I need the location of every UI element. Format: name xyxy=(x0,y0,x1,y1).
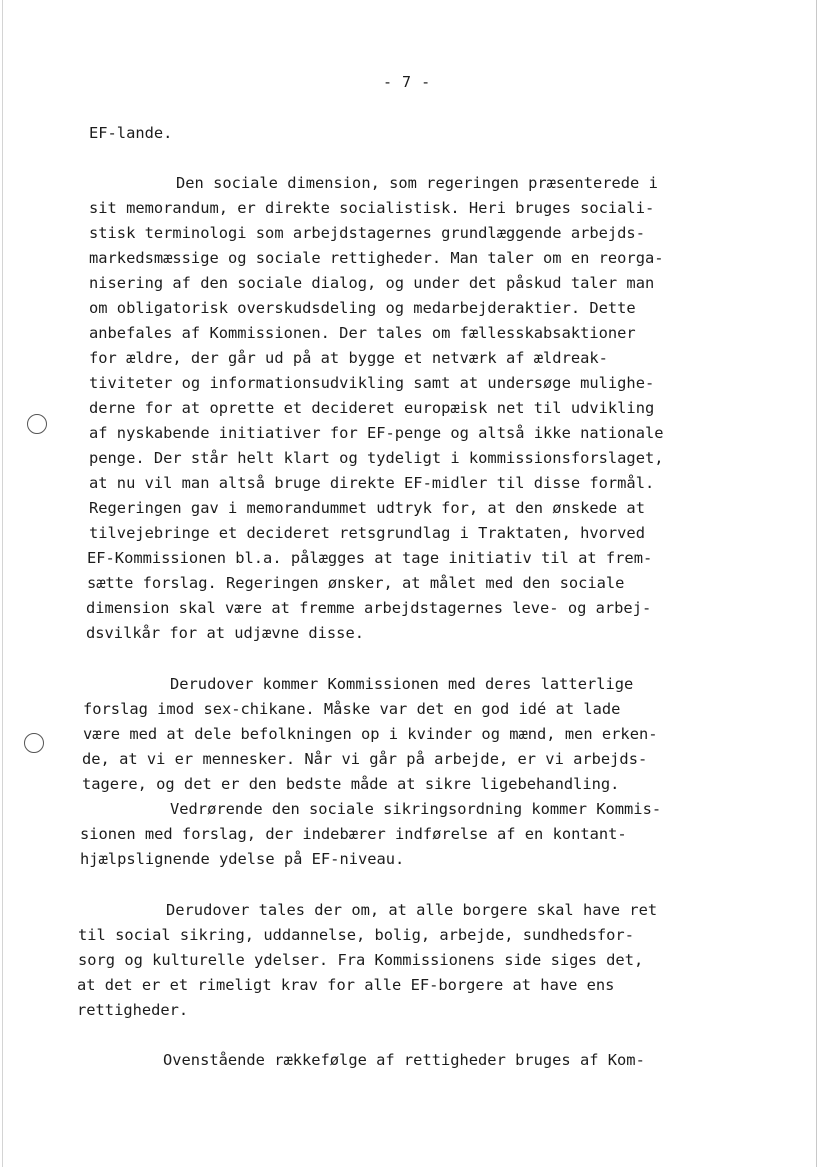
text-line: at nu vil man altså bruge direkte EF-midler til disse formål. xyxy=(89,474,655,492)
text-line: om obligatorisk overskudsdeling og medarbejderaktier. Dette xyxy=(89,299,636,317)
text-line: sorg og kulturelle ydelser. Fra Kommissionens side siges det, xyxy=(78,951,644,969)
text-line: Ovenstående rækkefølge af rettigheder bruges af Kom- xyxy=(163,1051,645,1069)
scan-edge-right xyxy=(816,0,817,1167)
text-line: at det er et rimeligt krav for alle EF-borgere at have ens xyxy=(77,976,615,994)
text-line: markedsmæssige og sociale rettigheder. Man taler om en reorga- xyxy=(89,249,664,267)
punch-hole-upper xyxy=(27,414,47,434)
text-line: Derudover tales der om, at alle borgere skal have ret xyxy=(166,901,658,919)
punch-hole-lower xyxy=(24,733,44,753)
text-line: stisk terminologi som arbejdstagernes grundlæggende arbejds- xyxy=(89,224,645,242)
text-line: rettigheder. xyxy=(77,1001,189,1019)
page-number: - 7 - xyxy=(383,73,431,91)
text-line: til social sikring, uddannelse, bolig, arbejde, sundhedsfor- xyxy=(78,926,634,944)
text-line: penge. Der står helt klart og tydeligt i kommissionsforslaget, xyxy=(89,449,664,467)
text-line: Derudover kommer Kommissionen med deres latterlige xyxy=(170,675,634,693)
text-line: de, at vi er mennesker. Når vi går på arbejde, er vi arbejds- xyxy=(82,750,648,768)
text-line: tilvejebringe et decideret retsgrundlag i Traktaten, hvorved xyxy=(89,524,645,542)
text-line: for ældre, der går ud på at bygge et netværk af ældreak- xyxy=(89,349,608,367)
text-line: Regeringen gav i memorandummet udtryk for, at den ønskede at xyxy=(89,499,645,517)
text-line: af nyskabende initiativer for EF-penge og altså ikke nationale xyxy=(89,424,664,442)
text-line: EF-Kommissionen bl.a. pålægges at tage initiativ til at frem- xyxy=(87,549,653,567)
text-line: dimension skal være at fremme arbejdstagernes leve- og arbej- xyxy=(86,599,652,617)
text-line: forslag imod sex-chikane. Måske var det en god idé at lade xyxy=(83,700,621,718)
text-line: sætte forslag. Regeringen ønsker, at målet med den sociale xyxy=(87,574,625,592)
text-line: anbefales af Kommissionen. Der tales om fællesskabsaktioner xyxy=(89,324,636,342)
text-line: sionen med forslag, der indebærer indførelse af en kontant- xyxy=(80,825,627,843)
text-line: være med at dele befolkningen op i kvinder og mænd, men erken- xyxy=(83,725,658,743)
text-line: nisering af den sociale dialog, og under det påskud taler man xyxy=(89,274,655,292)
text-line: Vedrørende den sociale sikringsordning kommer Kommis- xyxy=(170,800,662,818)
text-line: tiviteter og informationsudvikling samt at undersøge mulighe- xyxy=(89,374,655,392)
text-line: tagere, og det er den bedste måde at sikre ligebehandling. xyxy=(82,775,620,793)
scan-edge-left xyxy=(2,0,3,1167)
text-line: EF-lande. xyxy=(89,124,173,142)
text-line: derne for at oprette et decideret europæisk net til udvikling xyxy=(89,399,655,417)
text-line: sit memorandum, er direkte socialistisk. Heri bruges sociali- xyxy=(89,199,655,217)
text-line: dsvilkår for at udjævne disse. xyxy=(86,624,364,642)
text-line: Den sociale dimension, som regeringen præsenterede i xyxy=(176,174,658,192)
text-line: hjælpslignende ydelse på EF-niveau. xyxy=(80,850,405,868)
